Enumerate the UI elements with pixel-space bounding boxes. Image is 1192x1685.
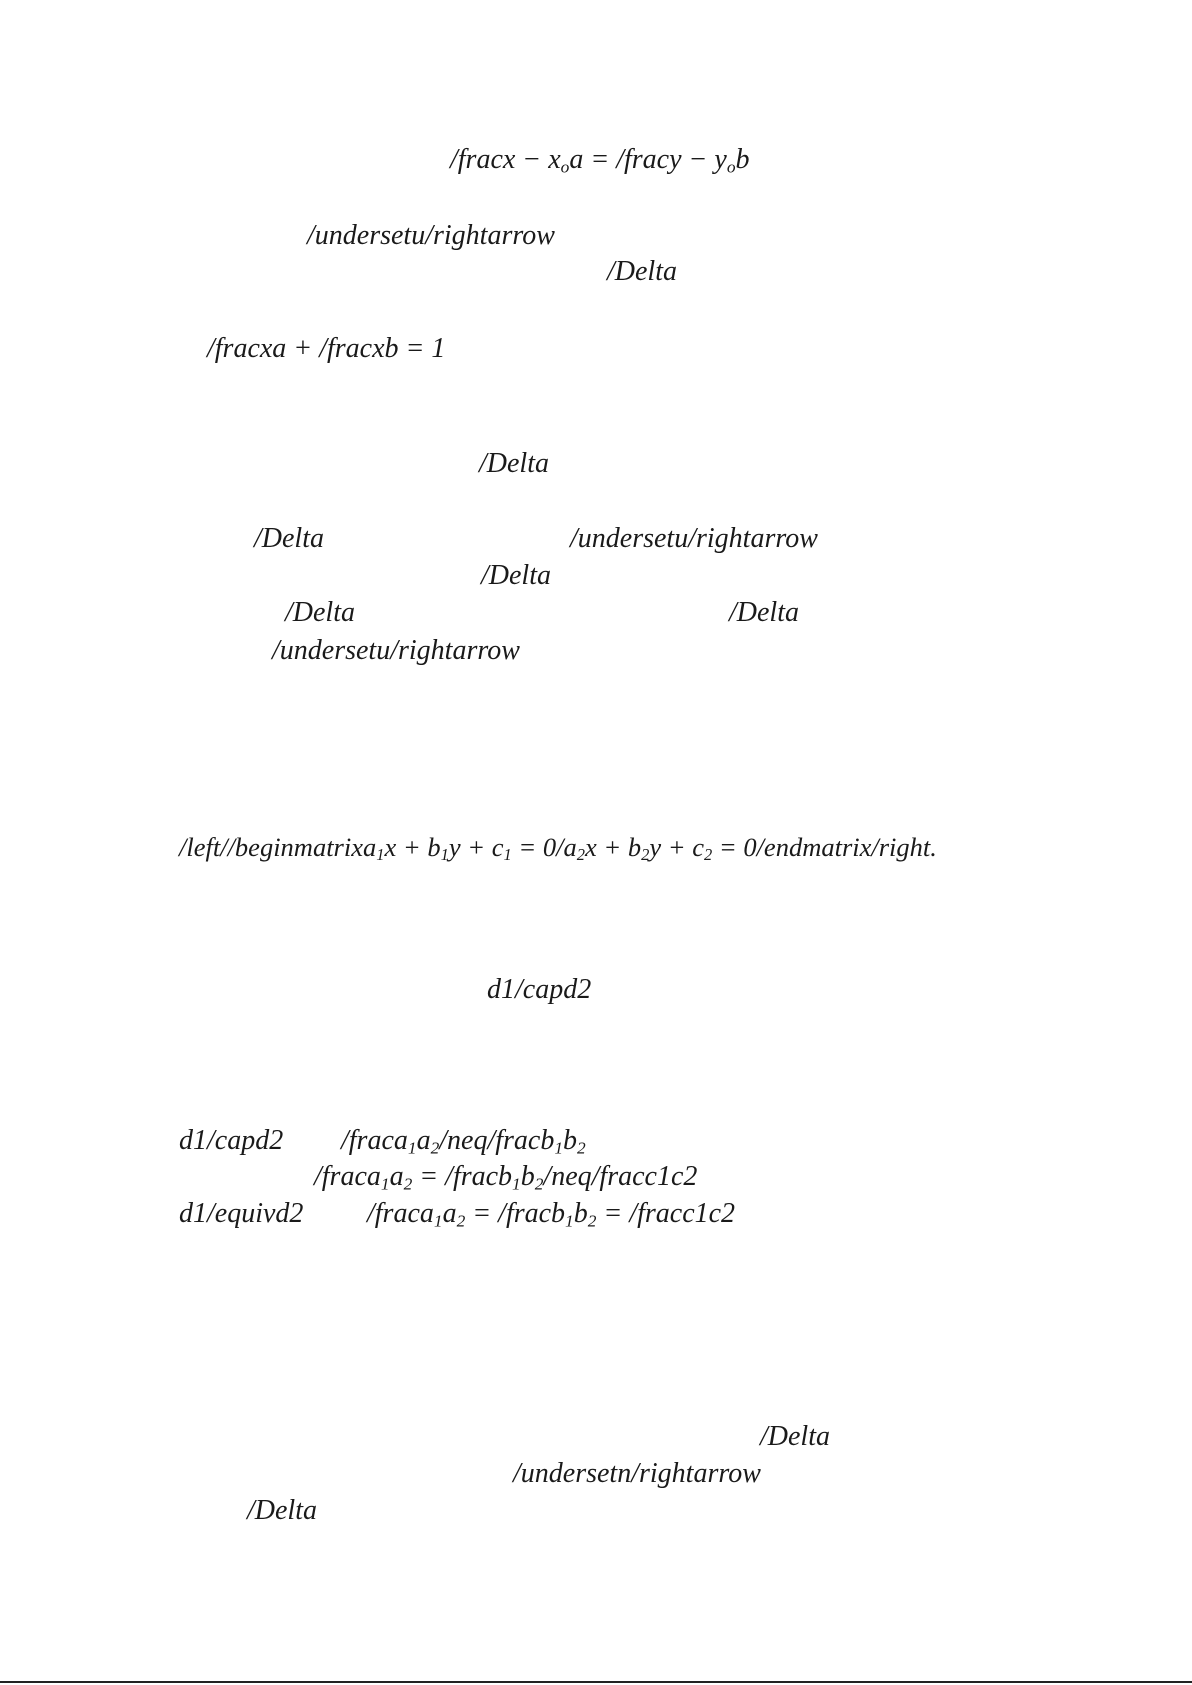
equation-intersection: d1/capd2 xyxy=(179,1125,284,1156)
equation-underset-arrow: /undersetu/rightarrow xyxy=(570,523,818,554)
equation-coincident-condition: $/fraca_1a_2$ = $/fracb_1b_2$ = /fracc1c2 xyxy=(367,1198,736,1231)
equation-delta: /Delta xyxy=(481,560,551,591)
equation-delta: /Delta xyxy=(254,523,324,554)
equation-coincident: d1/equivd2 xyxy=(179,1198,304,1229)
equation-delta: /Delta xyxy=(247,1495,317,1526)
equation-ratio-condition: $/fraca_1a_2/neq/fracb_1b_2$ xyxy=(341,1125,586,1158)
equation-delta: /Delta xyxy=(607,256,677,287)
equation-delta: /Delta xyxy=(285,597,355,628)
equation-delta: /Delta xyxy=(760,1421,830,1452)
equation-delta: /Delta xyxy=(479,448,549,479)
equation-underset-arrow: /undersetu/rightarrow xyxy=(272,635,520,666)
equation-parallel-condition: $/fraca_1a_2$ = $/fracb_1b_2/neq/fracc1c2$ xyxy=(314,1161,698,1194)
page-bottom-rule xyxy=(0,1681,1192,1683)
equation-underset-arrow: /undersetu/rightarrow xyxy=(307,220,555,251)
equation-delta: /Delta xyxy=(729,597,799,628)
equation-line-slope-form: /fracx − $x_oa$ = /fracy − $y_ob$ xyxy=(450,144,750,177)
equation-system-of-lines: /left//beginmatrixa$_1$x + $b_1y + c_1 = 0/a_2x + b_2y + c_2$ = 0/endmatrix/right. xyxy=(179,832,937,865)
equation-underset-arrow: /undersetn/rightarrow xyxy=(513,1458,761,1489)
equation-intersection: d1/capd2 xyxy=(487,974,592,1005)
equation-intercept-form: /fracxa + /fracxb = 1 xyxy=(207,333,446,364)
